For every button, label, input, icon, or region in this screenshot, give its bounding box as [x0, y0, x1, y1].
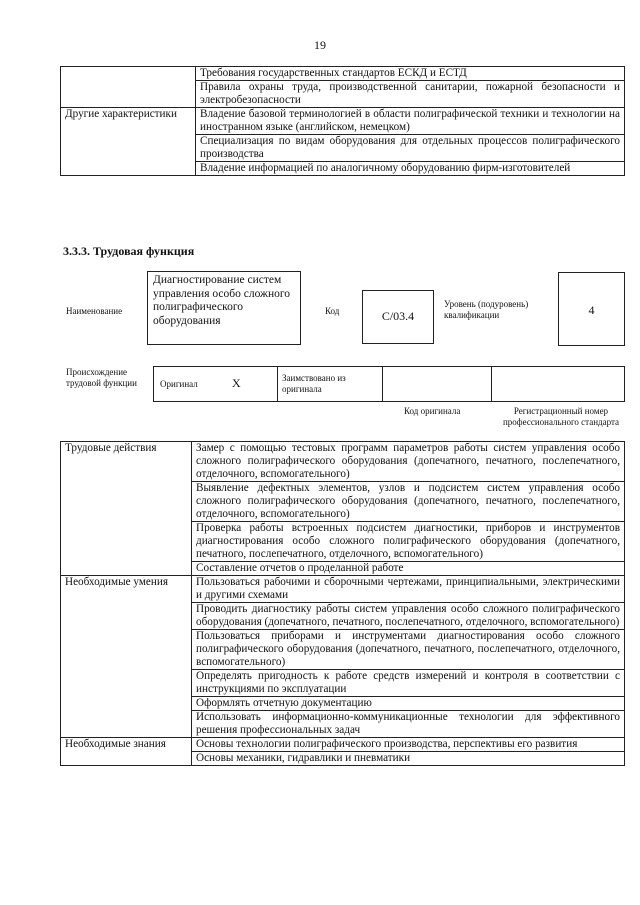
table-cell: Проводить диагностику работы систем управления особо сложного полиграфического оборудования (допечатного, печатного, послепечатного, отделочного, вспомогательного) — [192, 603, 625, 630]
original-mark: X — [231, 376, 241, 390]
code-original-caption: Код оригинала — [404, 406, 461, 416]
original-cell — [154, 367, 278, 402]
table-cell: Использовать информационно-коммуникационные технологии для эффективного решения профессиональных задач — [192, 711, 625, 738]
table-cell: Пользоваться приборами и инструментами диагностирования особо сложного полиграфического оборудования (допечатного, печатного, послепечатного, отделочного, вспомогательного) — [192, 630, 625, 670]
level-value: 4 — [588, 303, 595, 317]
table-cell: Определять пригодность к работе средств измерений и контроля в соответствии с инструкциями по эксплуатации — [192, 670, 625, 697]
table-label: Необходимые умения — [61, 576, 192, 738]
table-cell: Выявление дефектных элементов, узлов и подсистем систем управления особо сложного полиграфического оборудования (допечатного, печатного, послепечатного, отделочного, вспомогательного) — [192, 482, 625, 522]
table-cell: Проверка работы встроенных подсистем диагностики, приборов и инструментов диагностирования особо сложного полиграфического оборудования (допечатного, печатного, послепечатного, отделочного, вспомогательного) — [192, 522, 625, 562]
table-cell: Специализация по видам оборудования для отдельных процессов полиграфического производства — [196, 135, 625, 162]
level-box — [558, 272, 625, 346]
section-heading: 3.3.3. Трудовая функция — [63, 244, 195, 258]
table-cell: Составление отчетов о проделанной работе — [192, 562, 625, 576]
level-label: Уровень (подуровень) квалификации — [444, 299, 529, 320]
table-cell: Владение базовой терминологией в области полиграфической техники и технологии на иностранном языке (английском, немецком) — [196, 108, 625, 135]
table-label — [61, 67, 196, 108]
origin-table — [153, 366, 625, 402]
name-label: Наименование — [66, 306, 123, 316]
page-number: 19 — [314, 38, 326, 52]
table-label: Трудовые действия — [61, 442, 192, 576]
code-original-cell — [383, 367, 492, 402]
table-cell: Основы механики, гидравлики и пневматики — [192, 752, 625, 766]
characteristics-table — [60, 66, 625, 176]
code-value: С/03.4 — [381, 309, 415, 323]
table-cell: Пользоваться рабочими и сборочными чертежами, принципиальными, электрическими и другими схемами — [192, 576, 625, 603]
original-label: Оригинал — [160, 379, 198, 389]
table-label: Другие характеристики — [61, 108, 196, 176]
borrowed-label: Заимствовано из оригинала — [278, 367, 383, 402]
table-cell: Основы технологии полиграфического производства, перспективы его развития — [192, 738, 625, 752]
table-cell: Требования государственных стандартов ЕСКД и ЕСТД — [196, 67, 625, 81]
name-box — [147, 271, 301, 345]
reg-number-cell — [492, 367, 625, 402]
table-cell: Замер с помощью тестовых программ параметров работы систем управления особо сложного полиграфического оборудования (допечатного, печатного, послепечатного, отделочного, вспомогательного) — [192, 442, 625, 482]
table-cell: Оформлять отчетную документацию — [192, 697, 625, 711]
code-label: Код — [325, 306, 340, 316]
table-cell: Правила охраны труда, производственной санитарии, пожарной безопасности и электробезопасности — [196, 81, 625, 108]
function-details-table — [60, 441, 625, 766]
table-cell: Владение информацией по аналогичному оборудованию фирм-изготовителей — [196, 162, 625, 176]
origin-label: Происхождение трудовой функции — [66, 367, 137, 388]
table-label: Необходимые знания — [61, 738, 192, 766]
reg-number-caption: Регистрационный номер профессионального стандарта — [502, 406, 620, 427]
code-box — [362, 290, 434, 344]
name-value: Диагностирование систем управления особо сложного полиграфического оборудования — [153, 274, 291, 327]
